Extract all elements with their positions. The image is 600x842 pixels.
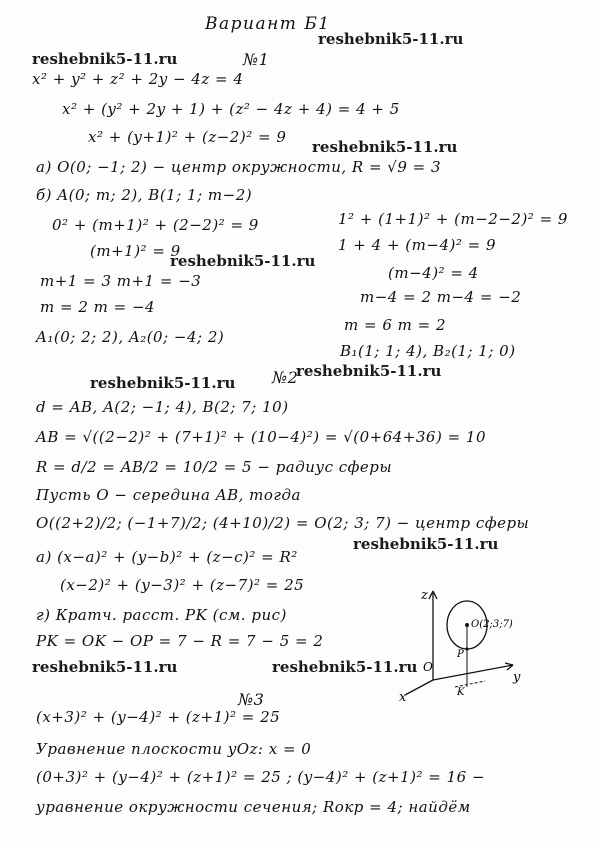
watermark: reshebnik5-11.ru <box>312 138 458 156</box>
watermark: reshebnik5-11.ru <box>272 658 418 676</box>
task1-line: m−4 = 2 m−4 = −2 <box>360 288 522 306</box>
task1-line: m = 2 m = −4 <box>40 298 156 316</box>
task1-line: B₁(1; 1; 4), B₂(1; 1; 0) <box>340 342 516 360</box>
task3-line: (0+3)² + (y−4)² + (z+1)² = 25 ; (y−4)² + (z+1)² = 16 − <box>36 768 486 786</box>
point-p-dot <box>465 647 468 650</box>
watermark: reshebnik5-11.ru <box>32 658 178 676</box>
watermark: reshebnik5-11.ru <box>353 535 499 553</box>
task1-line: x² + (y² + 2y + 1) + (z² − 4z + 4) = 4 + 5 <box>62 100 400 118</box>
task1-line: m = 6 m = 2 <box>344 316 447 334</box>
task2-line: R = d/2 = AB/2 = 10/2 = 5 − радиус сферы <box>36 458 393 476</box>
sphere-sketch <box>395 585 535 705</box>
center-dot <box>465 623 469 627</box>
task2-number: №2 <box>272 368 299 387</box>
task2-line: а) (x−a)² + (y−b)² + (z−c)² = R² <box>36 548 298 566</box>
task1-line: 0² + (m+1)² + (2−2)² = 9 <box>52 216 259 234</box>
task1-line: 1 + 4 + (m−4)² = 9 <box>338 236 496 254</box>
task3-line: (x+3)² + (y−4)² + (z+1)² = 25 <box>36 708 281 726</box>
watermark: reshebnik5-11.ru <box>32 50 178 68</box>
variant-title: Вариант Б1 <box>205 14 331 34</box>
watermark: reshebnik5-11.ru <box>318 30 464 48</box>
task1-line: б) A(0; m; 2), B(1; 1; m−2) <box>36 186 253 204</box>
task3-line: уравнение окружности сечения; Rокр = 4; найдём <box>36 798 471 816</box>
p-label: P <box>457 649 464 660</box>
task2-line: (x−2)² + (y−3)² + (z−7)² = 25 <box>60 576 305 594</box>
task3-number: №3 <box>238 690 265 709</box>
task1-line: m+1 = 3 m+1 = −3 <box>40 272 202 290</box>
k-label: K <box>457 687 465 698</box>
task1-line: x² + (y+1)² + (z−2)² = 9 <box>88 128 287 146</box>
task2-line: d = AB, A(2; −1; 4), B(2; 7; 10) <box>36 398 289 416</box>
task2-line: Пусть O − середина AB, тогда <box>36 486 301 504</box>
task3-line: Уравнение плоскости yOz: x = 0 <box>36 740 312 758</box>
task2-line: AB = √((2−2)² + (7+1)² + (10−4)²) = √(0+64+36) = 10 <box>36 428 487 446</box>
x-axis <box>405 680 433 695</box>
z-label: z <box>421 588 428 603</box>
task1-line: (m−4)² = 4 <box>388 264 479 282</box>
task2-line: PK = OK − OP = 7 − R = 7 − 5 = 2 <box>36 632 324 650</box>
watermark: reshebnik5-11.ru <box>90 374 236 392</box>
task1-line: x² + y² + z² + 2y − 4z = 4 <box>32 70 244 88</box>
task2-line: O((2+2)/2; (−1+7)/2; (4+10)/2) = O(2; 3; 7) − центр сферы <box>36 514 530 532</box>
task2-line: г) Кратч. расст. PK (см. рис) <box>36 606 287 624</box>
task1-number: №1 <box>243 50 270 69</box>
center-label: O(2;3;7) <box>471 619 513 630</box>
y-label: y <box>513 670 521 685</box>
task1-line: (m+1)² = 9 <box>90 242 181 260</box>
x-label: x <box>399 690 407 705</box>
origin-label: O <box>423 660 433 674</box>
task1-line: 1² + (1+1)² + (m−2−2)² = 9 <box>338 210 568 228</box>
task1-line: A₁(0; 2; 2), A₂(0; −4; 2) <box>36 328 225 346</box>
task1-line: а) O(0; −1; 2) − центр окружности, R = √9 = 3 <box>36 158 442 176</box>
watermark: reshebnik5-11.ru <box>296 362 442 380</box>
watermark: reshebnik5-11.ru <box>170 252 316 270</box>
y-axis <box>433 665 513 680</box>
